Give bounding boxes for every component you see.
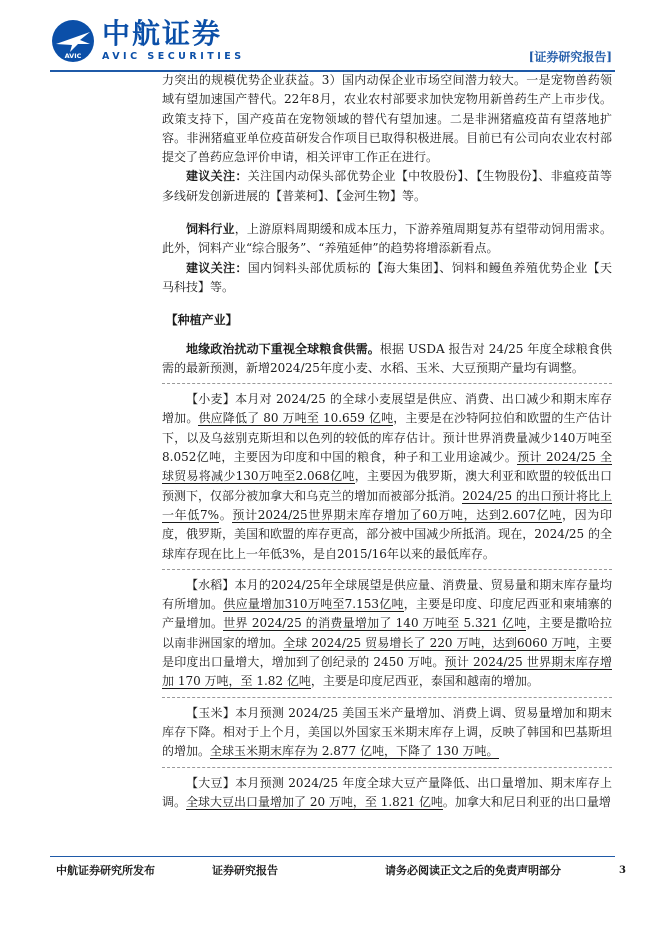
text-run: ，主要是印度出口量增大，增加到了创纪录的 2450 万吨。	[162, 635, 612, 670]
text-run: ，主要是印度、印度尼西亚和柬埔寨的产量增加。	[162, 597, 612, 631]
advice-label: 建议关注：	[186, 169, 248, 184]
section-title-planting: 【种植产业】	[165, 313, 238, 328]
text-run: ，因为印度，俄罗斯，美国和欧盟的库存更高，部分被中国减少所抵消。现在，2024/25 的全球库存现在比上一年低3%，是自2015/16年以来的最低库存。	[162, 507, 612, 561]
rice-paragraph	[162, 576, 612, 692]
advice-text: 国内饲料头部优质标的【海大集团】、饲料和鳗鱼养殖优势企业【天马科技】等。	[162, 260, 612, 294]
footer-report-type: 证券研究报告	[212, 864, 278, 877]
underlined-text: 供应降低了 80 万吨至 10.659 亿吨	[198, 411, 394, 426]
page-header	[0, 0, 662, 75]
underlined-text: 全球大豆出口量增加了 20 万吨，至 1.821 亿吨	[186, 794, 443, 809]
text-run: ，主要是印度尼西亚，泰国和越南的增加。	[310, 674, 539, 689]
underlined-text: 2024/25 的出口预计将比上一年低7%	[162, 488, 612, 522]
soybean-label: 【大豆】	[186, 775, 236, 790]
feed-paragraph	[162, 220, 612, 259]
planting-lead-bold: 地缘政治扰动下重视全球粮食供需。	[186, 341, 380, 356]
underlined-text: 全球 2024/25 贸易增长了 220 万吨，达到6060 万吨	[283, 635, 576, 650]
avic-logo-icon	[50, 18, 96, 64]
text-run: 本月预测 2024/25 美国玉米产量增加、消费上调、贸易量增加和期末库存下降。相对于上个月，美国以外国家玉米期末库存上调，反映了韩国和巴基斯坦的增加。	[162, 705, 612, 759]
underlined-text: 预计 2024/25 世界期末库存增加 170 万吨，至 1.82 亿吨	[162, 655, 612, 689]
advice-text: 关注国内动保头部优势企业【中牧股份】、【生物股份】、非瘟疫苗等多线研发创新进展的【普莱柯】、【金河生物】等。	[162, 169, 612, 203]
wheat-label: 【小麦】	[186, 392, 236, 407]
feed-text: ，上游原料周期缓和成本压力，下游养殖周期复苏有望带动饲用需求。此外，饲料产业“综合服务”、“养殖延伸”的趋势将增添新看点。	[162, 222, 612, 256]
text-run: 本月预测 2024/25 年度全球大豆产量降低、出口量增加、期末库存上调。	[162, 775, 612, 809]
text-run: 。	[219, 507, 233, 522]
divider	[162, 767, 612, 768]
advice-label: 建议关注：	[186, 260, 248, 275]
brand-name-en: AVIC SECURITIES	[102, 51, 245, 62]
underlined-text: 供应量增加310万吨至7.153亿吨	[223, 597, 404, 612]
divider	[162, 569, 612, 570]
planting-lead-text: 根据 USDA 报告对 24/25 年度全球粮食供需的最新预测，新增2024/25年度小麦、水稻、玉米、大豆预期产量均有调整。	[162, 341, 612, 375]
text-run: 本月的2024/25年全球展望是供应量、消费量、贸易量和期末库存量均有所增加。	[162, 577, 612, 612]
footer-disclaimer: 请务必阅读正文之后的免责声明部分	[385, 864, 561, 877]
planting-lead	[162, 340, 612, 379]
footer-publisher: 中航证券研究所发布	[56, 864, 155, 877]
logo-mark-text: AVIC	[64, 52, 82, 60]
underlined-text: 世界 2024/25 的消费量增加了 140 万吨至 5.321 亿吨	[223, 616, 527, 631]
feed-advice	[162, 259, 612, 298]
feed-label: 饲料行业	[186, 222, 235, 237]
brand-logo	[50, 18, 245, 64]
corn-paragraph	[162, 704, 612, 762]
rice-label: 【水稻】	[186, 577, 235, 592]
animal-health-advice	[162, 167, 612, 206]
underlined-text: 预计2024/25世界期末库存增加了60万吨，达到2.607亿吨	[232, 507, 562, 522]
text-run: 本月对 2024/25 的全球小麦展望是供应、消费、出口减少和期末库存增加。	[162, 392, 612, 426]
footer-divider	[50, 856, 615, 857]
underlined-text: 预计 2024/25 全球贸易将减少130万吨至2.068亿吨	[162, 450, 612, 484]
page-number: 3	[619, 865, 626, 876]
brand-name-cn: 中航证券	[102, 17, 223, 50]
report-type-tag: [证券研究报告]	[528, 50, 612, 64]
text-run: 。加拿大和尼日利亚的出口量增	[442, 794, 611, 809]
divider	[162, 383, 612, 384]
underlined-text: 全球玉米期末库存为 2.877 亿吨，下降了 130 万吨。	[210, 744, 499, 759]
text-run: ，主要因为俄罗斯，澳大利亚和欧盟的较低出口预测下，仅部分被加拿大和乌克兰的增加而被部分抵消。	[162, 469, 612, 503]
soybean-paragraph	[162, 774, 612, 813]
text-run: ，主要是撒哈拉以南非洲国家的增加。	[162, 616, 612, 650]
corn-label: 【玉米】	[186, 705, 236, 720]
wheat-paragraph	[162, 390, 612, 564]
text-run: ，主要是在沙特阿拉伯和欧盟的生产估计下，以及乌兹别克斯坦和以色列的较低的库存估计。预计世界消费量减少140万吨至8.052亿吨，主要因为印度和中国的粮食，种子和工业用途减少。	[162, 411, 612, 465]
divider	[162, 697, 612, 698]
animal-health-paragraph: 力突出的规模优势企业获益。3）国内动保企业市场空间潜力较大。一是宠物兽药领域有望加速国产替代。22年8月，农业农村部要求加快宠物用新兽药生产上市步伐。政策支持下，国产疫苗在宠物领域的替代有望加速。二是非洲猪瘟疫苗有望落地扩容。非洲猪瘟亚单位疫苗研发合作项目已取得积极进展。目前已有公司向农业农村部提交了兽药应急评价申请，相关评审工作正在进行。	[162, 73, 612, 165]
report-body	[162, 71, 612, 812]
